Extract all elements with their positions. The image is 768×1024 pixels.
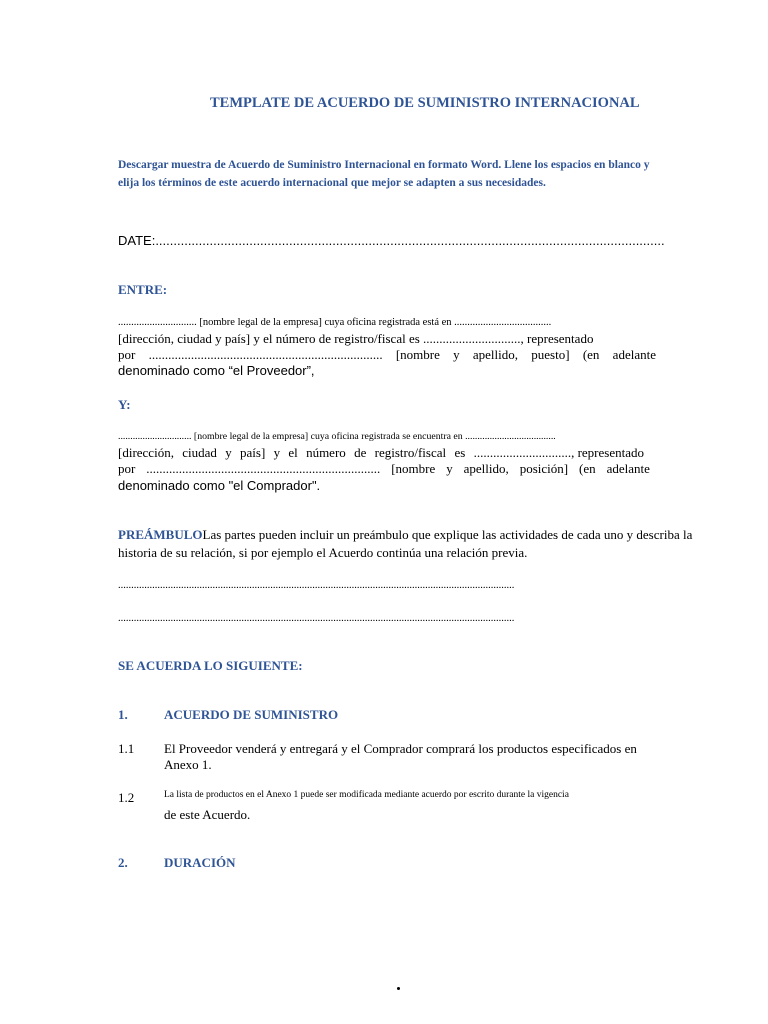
y-line-2-word: ciudad — [182, 445, 217, 460]
preambulo-dots-2: ....................................................................................................................................................... — [118, 613, 515, 624]
entre-line-3-word: (en — [582, 347, 600, 362]
clause-1-1-line-2: Anexo 1. — [164, 757, 212, 772]
entre-line-3-word: por — [118, 347, 136, 362]
entre-line-3-word: puesto] — [531, 347, 570, 362]
y-line-3-word: [nombre — [391, 461, 436, 476]
date-line: DATE:............................................................................................................................................. — [118, 233, 665, 248]
y-line-2-word: y — [273, 445, 281, 460]
y-line-4: denominado como "el Comprador". — [118, 478, 321, 493]
y-heading: Y: — [118, 397, 131, 412]
y-line-3-dots: ........................................................................ — [146, 461, 381, 476]
y-line-1: .............................. [nombre legal de la empresa] cuya oficina registrada se encuentra en ..................................... — [118, 431, 556, 442]
preambulo-text-2: historia de su relación, si por ejemplo el Acuerdo continúa una relación previa. — [118, 545, 528, 560]
intro-line-1: Descargar muestra de Acuerdo de Suministro Internacional en formato Word. Llene los espacios en blanco y — [118, 159, 650, 171]
clause-1-1-number: 1.1 — [118, 741, 135, 756]
section-2-number: 2. — [118, 855, 128, 870]
preambulo-paragraph — [118, 527, 692, 543]
y-line-2-word: número — [306, 445, 346, 460]
y-line-2-word: .............................., representado — [473, 445, 644, 460]
entre-line-4: denominado como “el Proveedor”, — [118, 363, 315, 378]
y-line-3-word: por — [118, 461, 136, 476]
preambulo-dots-1: ....................................................................................................................................................... — [118, 580, 515, 591]
y-line-2 — [118, 445, 644, 461]
y-line-2-word: [dirección, — [118, 445, 174, 460]
y-line-3-word: adelante — [606, 461, 650, 476]
entre-line-2: [dirección, ciudad y país] y el número de registro/fiscal es .............................., representado — [118, 331, 594, 346]
entre-line-3-word: [nombre — [395, 347, 440, 362]
clause-1-2-number: 1.2 — [118, 790, 135, 805]
y-line-2-word: registro/fiscal — [374, 445, 447, 460]
preambulo-heading: PREÁMBULO — [118, 527, 203, 542]
clause-1-1-line-1: El Proveedor venderá y entregará y el Comprador comprará los productos especificados en — [164, 741, 637, 756]
y-line-2-word: el — [288, 445, 298, 460]
y-line-3 — [118, 461, 650, 477]
y-line-3-word: apellido, — [463, 461, 509, 476]
y-line-2-word: país] — [240, 445, 266, 460]
section-2-heading: DURACIÓN — [164, 855, 236, 870]
entre-line-3-word: adelante — [612, 347, 656, 362]
y-line-3-word: (en — [579, 461, 596, 476]
y-line-2-word: es — [454, 445, 466, 460]
clause-1-2-line-1: La lista de productos en el Anexo 1 puede ser modificada mediante acuerdo por escrito durante la vigencia — [164, 790, 569, 800]
entre-line-3 — [118, 347, 656, 363]
document-title: TEMPLATE DE ACUERDO DE SUMINISTRO INTERNACIONAL — [210, 95, 640, 111]
section-1-heading: ACUERDO DE SUMINISTRO — [164, 707, 339, 722]
entre-line-3-dots: ........................................................................ — [148, 347, 383, 362]
acuerda-heading: SE ACUERDA LO SIGUIENTE: — [118, 658, 303, 673]
y-line-3-word: posición] — [519, 461, 569, 476]
y-line-2-word: de — [354, 445, 367, 460]
entre-heading: ENTRE: — [118, 282, 168, 297]
y-line-3-word: y — [446, 461, 453, 476]
clause-1-2-line-2: de este Acuerdo. — [164, 807, 251, 822]
page-marker-dot — [397, 987, 400, 990]
entre-line-3-word: y — [453, 347, 460, 362]
section-1-number: 1. — [118, 707, 128, 722]
entre-line-1: .............................. [nombre legal de la empresa] cuya oficina registrada está en ..................................... — [118, 317, 552, 328]
y-line-2-word: y — [225, 445, 232, 460]
entre-line-3-word: apellido, — [472, 347, 519, 362]
intro-line-2: elija los términos de este acuerdo internacional que mejor se adapten a sus necesidades. — [118, 177, 546, 189]
preambulo-text: Las partes pueden incluir un preámbulo que explique las actividades de cada uno y describa la — [202, 527, 693, 542]
